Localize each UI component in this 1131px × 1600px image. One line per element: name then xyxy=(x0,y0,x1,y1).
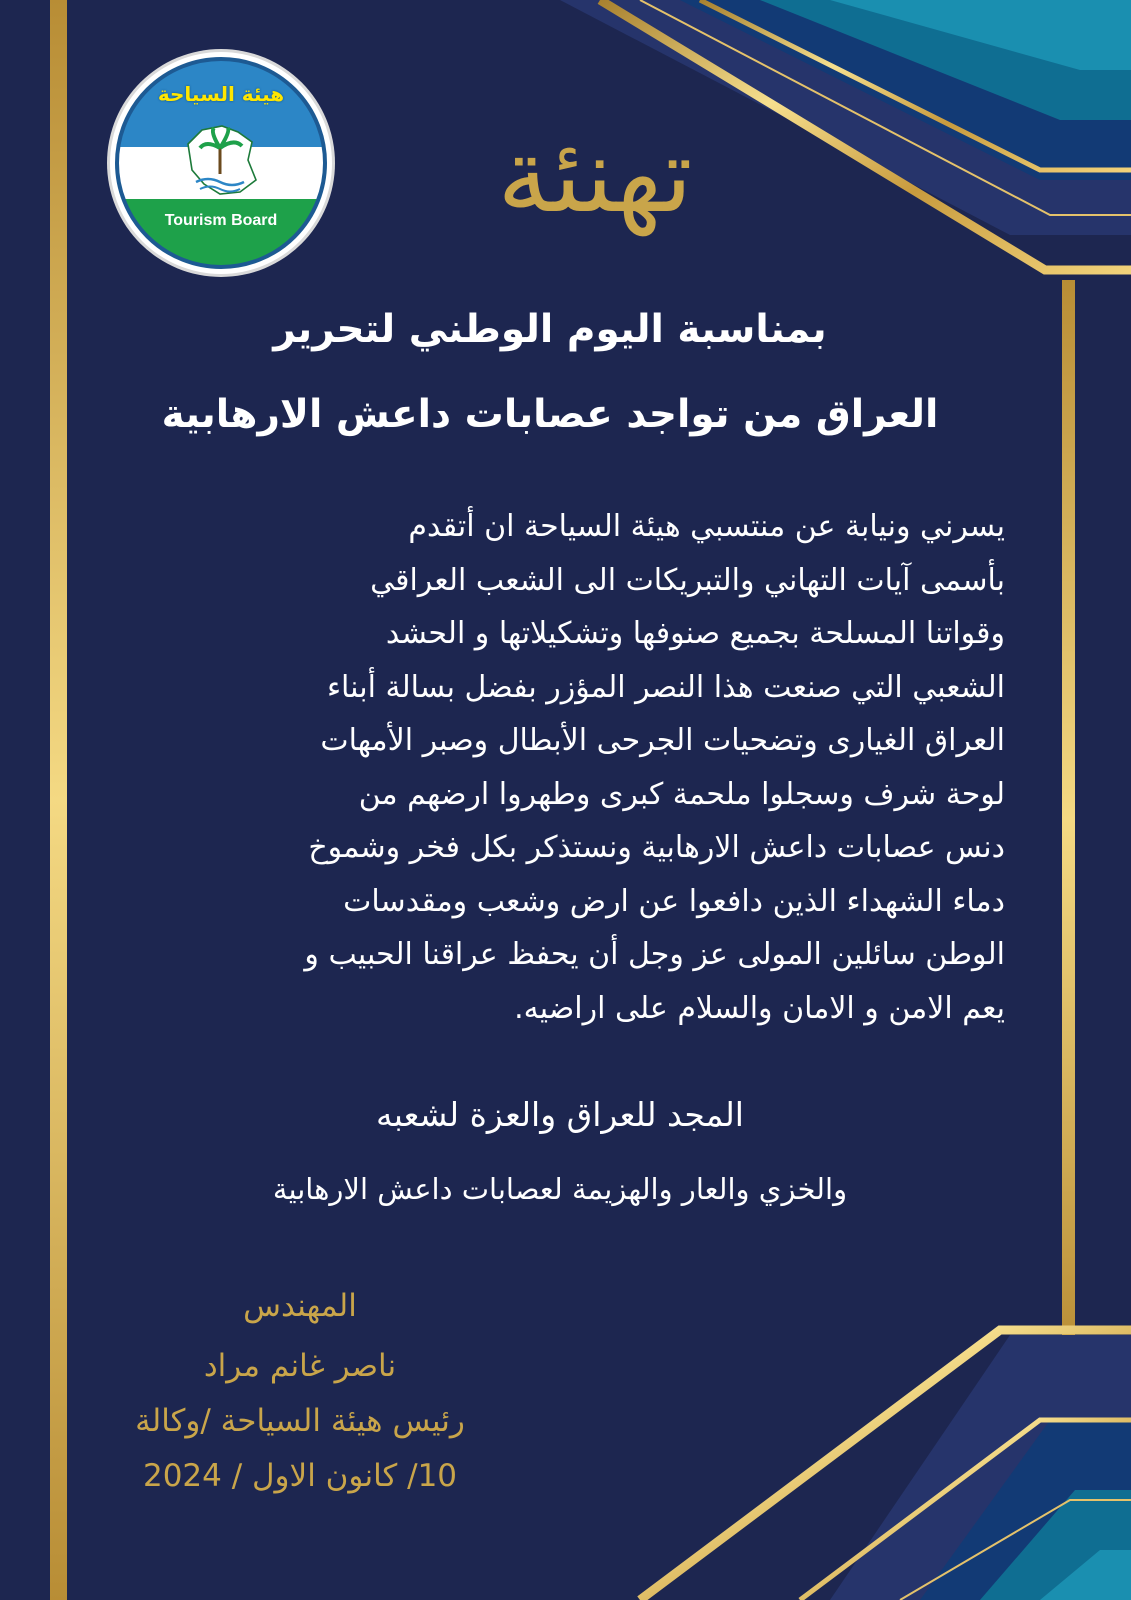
signature-position: رئيس هيئة السياحة /وكالة xyxy=(135,1403,465,1439)
body-line: بأسمى آيات التهاني والتبريكات الى الشعب العراقي xyxy=(370,562,1005,598)
signature-name: ناصر غانم مراد xyxy=(203,1348,397,1384)
bottom-right-corner-decoration xyxy=(640,1330,1131,1600)
body-line: دنس عصابات داعش الارهابية ونستذكر بكل فخر وشموخ xyxy=(308,830,1005,865)
slogan-line-2: والخزي والعار والهزيمة لعصابات داعش الارهابية xyxy=(272,1172,848,1206)
logo-english-name: Tourism Board xyxy=(164,212,278,229)
right-gold-bar xyxy=(1062,280,1075,1360)
body-line: الشعبي التي صنعت هذا النصر المؤزر بفضل بسالة أبناء xyxy=(326,669,1005,705)
title-line-2: العراق من تواجد عصابات داعش الارهابية xyxy=(161,392,939,437)
slogan-line-1: المجد للعراق والعزة لشعبه xyxy=(376,1095,744,1134)
body-line: لوحة شرف وسجلوا ملحمة كبرى وطهروا ارضهم من xyxy=(358,776,1005,812)
body-line: وقواتنا المسلحة بجميع صنوفها وتشكيلاتها و الحشد xyxy=(385,616,1005,651)
greeting-calligraphy: تهنئة xyxy=(497,114,693,236)
logo-arabic-name: هيئة السياحة xyxy=(157,82,285,106)
body-line: الوطن سائلين المولى عز وجل أن يحفظ عراقنا الحبيب و xyxy=(304,937,1005,972)
signature-title: المهندس xyxy=(243,1288,357,1324)
tourism-board-logo xyxy=(110,52,332,274)
left-gold-bar xyxy=(50,0,67,1600)
body-line: العراق الغيارى وتضحيات الجرحى الأبطال وصبر الأمهات xyxy=(320,723,1005,758)
body-line: يعم الامن و الامان والسلام على اراضيه. xyxy=(514,990,1005,1026)
signature-date: 10/ كانون الاول / 2024 xyxy=(142,1458,458,1494)
message-body xyxy=(125,500,1005,1035)
body-line: دماء الشهداء الذين دافعوا عن ارض وشعب ومقدسات xyxy=(343,883,1005,919)
body-line: يسرني ونيابة عن منتسبي هيئة السياحة ان أتقدم xyxy=(408,509,1005,544)
title-line-1: بمناسبة اليوم الوطني لتحرير xyxy=(273,307,827,352)
